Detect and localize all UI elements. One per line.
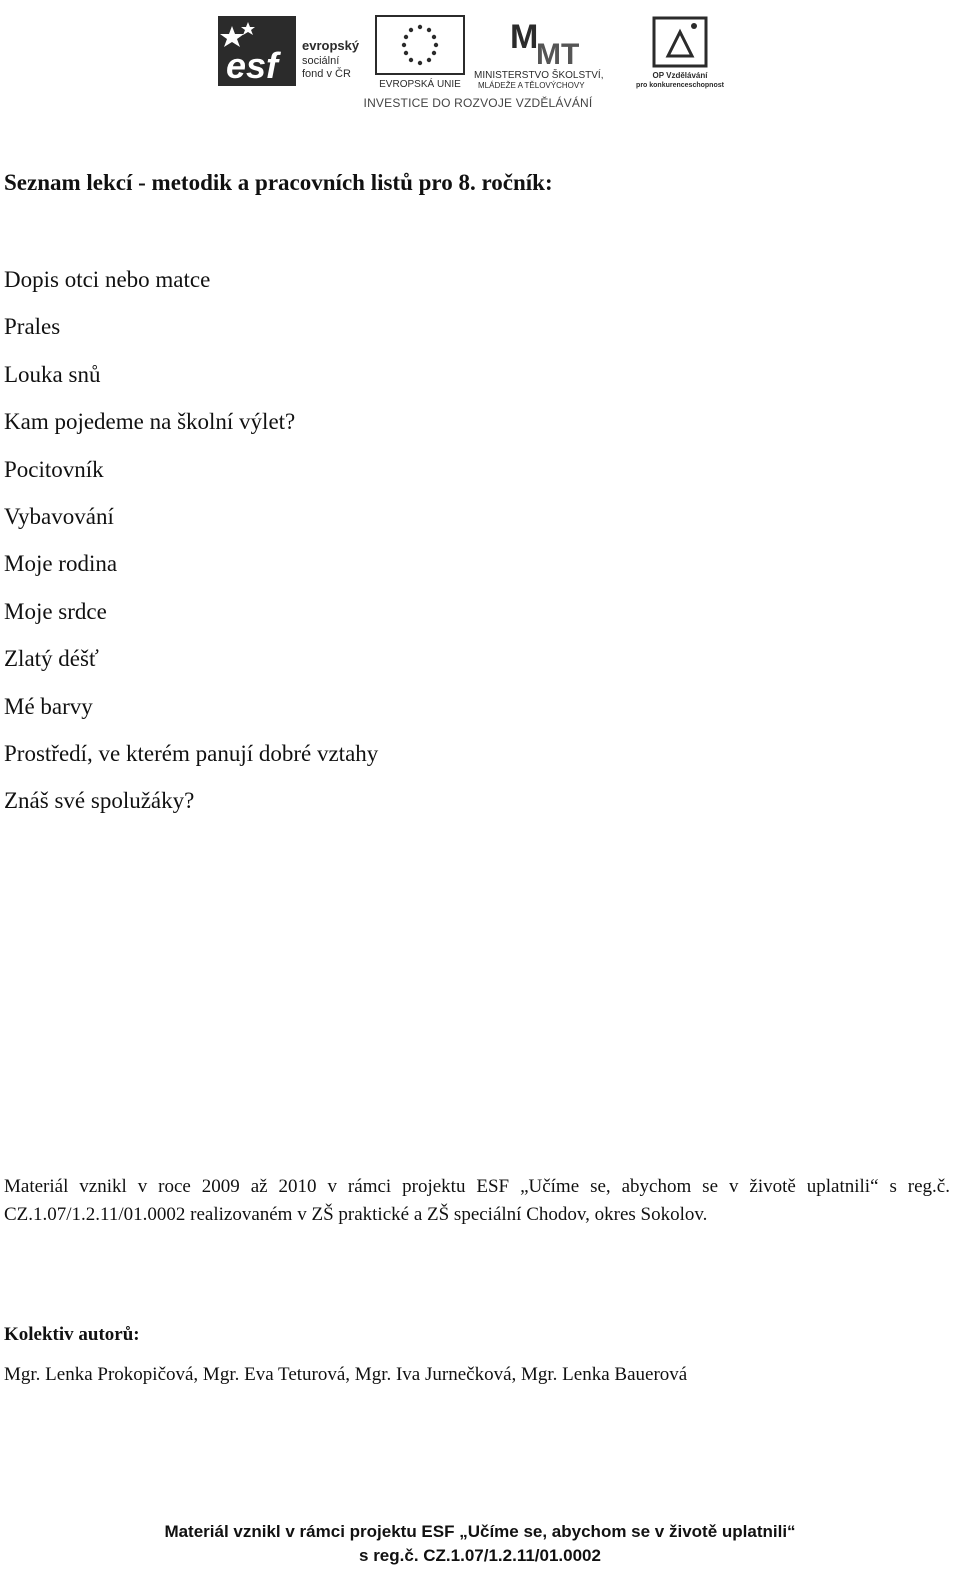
lesson-item: Moje srdce [4,598,107,624]
lesson-item: Vybavování [4,503,114,529]
esf-logo [218,12,368,90]
authors-list: Mgr. Lenka Prokopičová, Mgr. Eva Teturová, Mgr. Iva Jurnečková, Mgr. Lenka Bauerová [4,1364,688,1385]
lesson-list [4,263,378,832]
svg-text:MINISTERSTVO ŠKOLSTVÍ,: MINISTERSTVO ŠKOLSTVÍ, [474,70,604,81]
op-logo [628,12,740,90]
lesson-item: Louka snů [4,361,101,387]
page-title: Seznam lekcí - metodik a pracovních listů pro 8. ročník: [4,170,553,195]
svg-text:esf: esf [226,45,279,86]
authors-heading: Kolektiv autorů: [4,1324,140,1345]
svg-text:evropský: evropský [302,38,360,53]
svg-text:sociální: sociální [302,55,340,67]
svg-text:MLÁDEŽE A TĚLOVÝCHOVY: MLÁDEŽE A TĚLOVÝCHOVY [478,81,585,90]
lesson-item: Prales [4,314,61,340]
lesson-item: Znáš své spolužáky? [4,788,195,814]
svg-text:M: M [510,18,539,56]
lesson-item: Prostředí, ve kterém panují dobré vztahy [4,740,379,766]
lesson-item: Pocitovník [4,456,104,482]
lesson-item: Kam pojedeme na školní výlet? [4,409,296,435]
svg-text:fond v ČR: fond v ČR [302,68,351,80]
svg-text:pro konkurenceschopnost: pro konkurenceschopnost [636,82,724,89]
svg-text:OP Vzdělávání: OP Vzdělávání [652,71,708,80]
lesson-item: Mé barvy [4,693,93,719]
svg-text:MT: MT [536,38,580,71]
material-note: Materiál vznikl v roce 2009 až 2010 v rámci projektu ESF „Učíme se, abychom se v životě uplatnili“ s reg.č. CZ.1.07/1.2.11/01.0002 realizovaném v ZŠ praktické a ZŠ speciální Chodov, okres Sokolov. [4,1176,950,1225]
lesson-item: Dopis otci nebo matce [4,267,211,292]
footer [0,1520,960,1568]
footer-line: s reg.č. CZ.1.07/1.2.11/01.0002 [359,1546,601,1565]
lesson-item: Moje rodina [4,551,118,577]
lesson-item: Zlatý déšť [4,646,99,672]
msmt-logo [474,12,624,90]
eu-flag-logo [374,12,468,90]
header-logos [218,8,738,120]
svg-text:EVROPSKÁ UNIE: EVROPSKÁ UNIE [379,79,461,90]
footer-line: Materiál vznikl v rámci projektu ESF „Učíme se, abychom se v životě uplatnili“ [164,1522,796,1541]
header-tagline: INVESTICE DO ROZVOJE VZDĚLÁVÁNÍ [363,96,593,110]
